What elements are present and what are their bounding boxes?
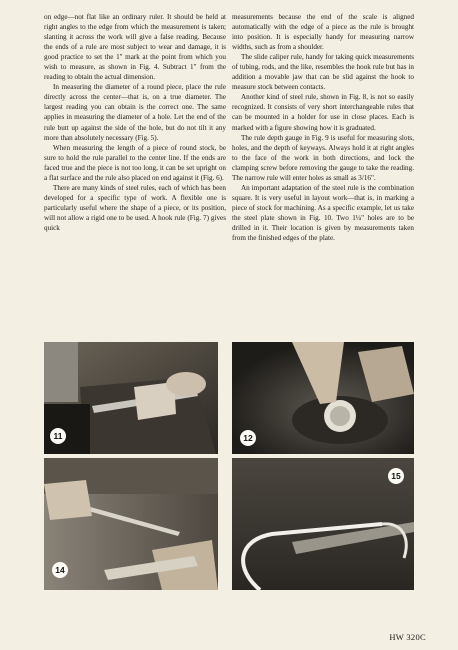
paragraph: on edge—not flat like an ordinary ruler. It should be held at right angles to the edge from which the measurement is taken; slanting it across the work will give a false reading. Because the ends of a rule are most subject to wear and damage, it is good practice to set the 1" mark at the point from which you wish to measure, as shown in Fig. 4. Subtract 1" from the reading to obtain the actual dimension. (44, 13, 226, 82)
paragraph: An important adaptation of the steel rule is the combination square. It is very useful in layout work—that is, in marking a piece of stock for machining. As a specific example, let us take the steel plate shown in Fig. 10. Two 1¼" holes are to be drilled in it. Their location is given by measurements taken from the finished edges of the plate. (232, 183, 414, 243)
paragraph: There are many kinds of steel rules, each of which has been developed for a specific type of work. A flexible one is particularly useful where the shape of a piece, or its position, will not allow a rigid one to be used. A hook rule (Fig. 7) gives quick (44, 183, 226, 232)
paragraph: The slide caliper rule, handy for taking quick measurements of tubing, rods, and the like, resembles the hook rule but has in addition a movable jaw that can be slid against the hook to measure stock between contacts. (232, 53, 414, 92)
hands-with-rule-and-rod-photo (44, 458, 218, 590)
figure-number: 11 (50, 428, 66, 444)
figure-number: 15 (388, 468, 404, 484)
paragraph: When measuring the length of a piece of round stock, be sure to hold the rule parallel to the center line. If the ends are faced true and the piece is not too long, it can be set upright on a flat surface and the rule also placed on end against it (Fig. 6). (44, 143, 226, 182)
hand-holding-rule-against-block-photo (44, 342, 218, 454)
figure-14 (44, 458, 218, 590)
page-footer-code: HW 320C (389, 632, 426, 642)
paragraph: Another kind of steel rule, shown in Fig. 8, is not so easily recognized. It consists of very short interchangeable rules that can be mounted in a holder for use in close places. Each is marked with a figure showing how it is graduated. (232, 93, 414, 132)
left-text-column (44, 12, 226, 233)
figure-15 (232, 458, 414, 590)
paragraph: measurements because the end of the scale is aligned automatically with the edge of a piece as the rule is brought into position. It is especially handy for measuring narrow widths, such as from a shoulder. (232, 13, 414, 52)
rule-and-wire-on-plate-photo (232, 458, 414, 590)
right-text-column (232, 12, 414, 243)
figure-number: 14 (52, 562, 68, 578)
hand-holding-gauge-in-hole-photo (232, 342, 414, 454)
paragraph: The rule depth gauge in Fig. 9 is useful for measuring slots, holes, and the depth of keyways. Always hold it at right angles to the face of the work in both directions, and lock the clamping screw before removing the gauge to take the reading. The narrow rule will enter holes as small as 3/16". (232, 133, 414, 182)
figure-number: 12 (240, 430, 256, 446)
paragraph: In measuring the diameter of a round piece, place the rule directly across the center—that is, on a true diameter. The largest reading you can obtain is the correct one. The same applies in measuring the diameter of a hole. Let the end of the rule butt up against the side of the hole, but do not tilt it any more than absolutely necessary (Fig. 5). (44, 83, 226, 142)
figure-11 (44, 342, 218, 454)
figure-12 (232, 342, 414, 454)
